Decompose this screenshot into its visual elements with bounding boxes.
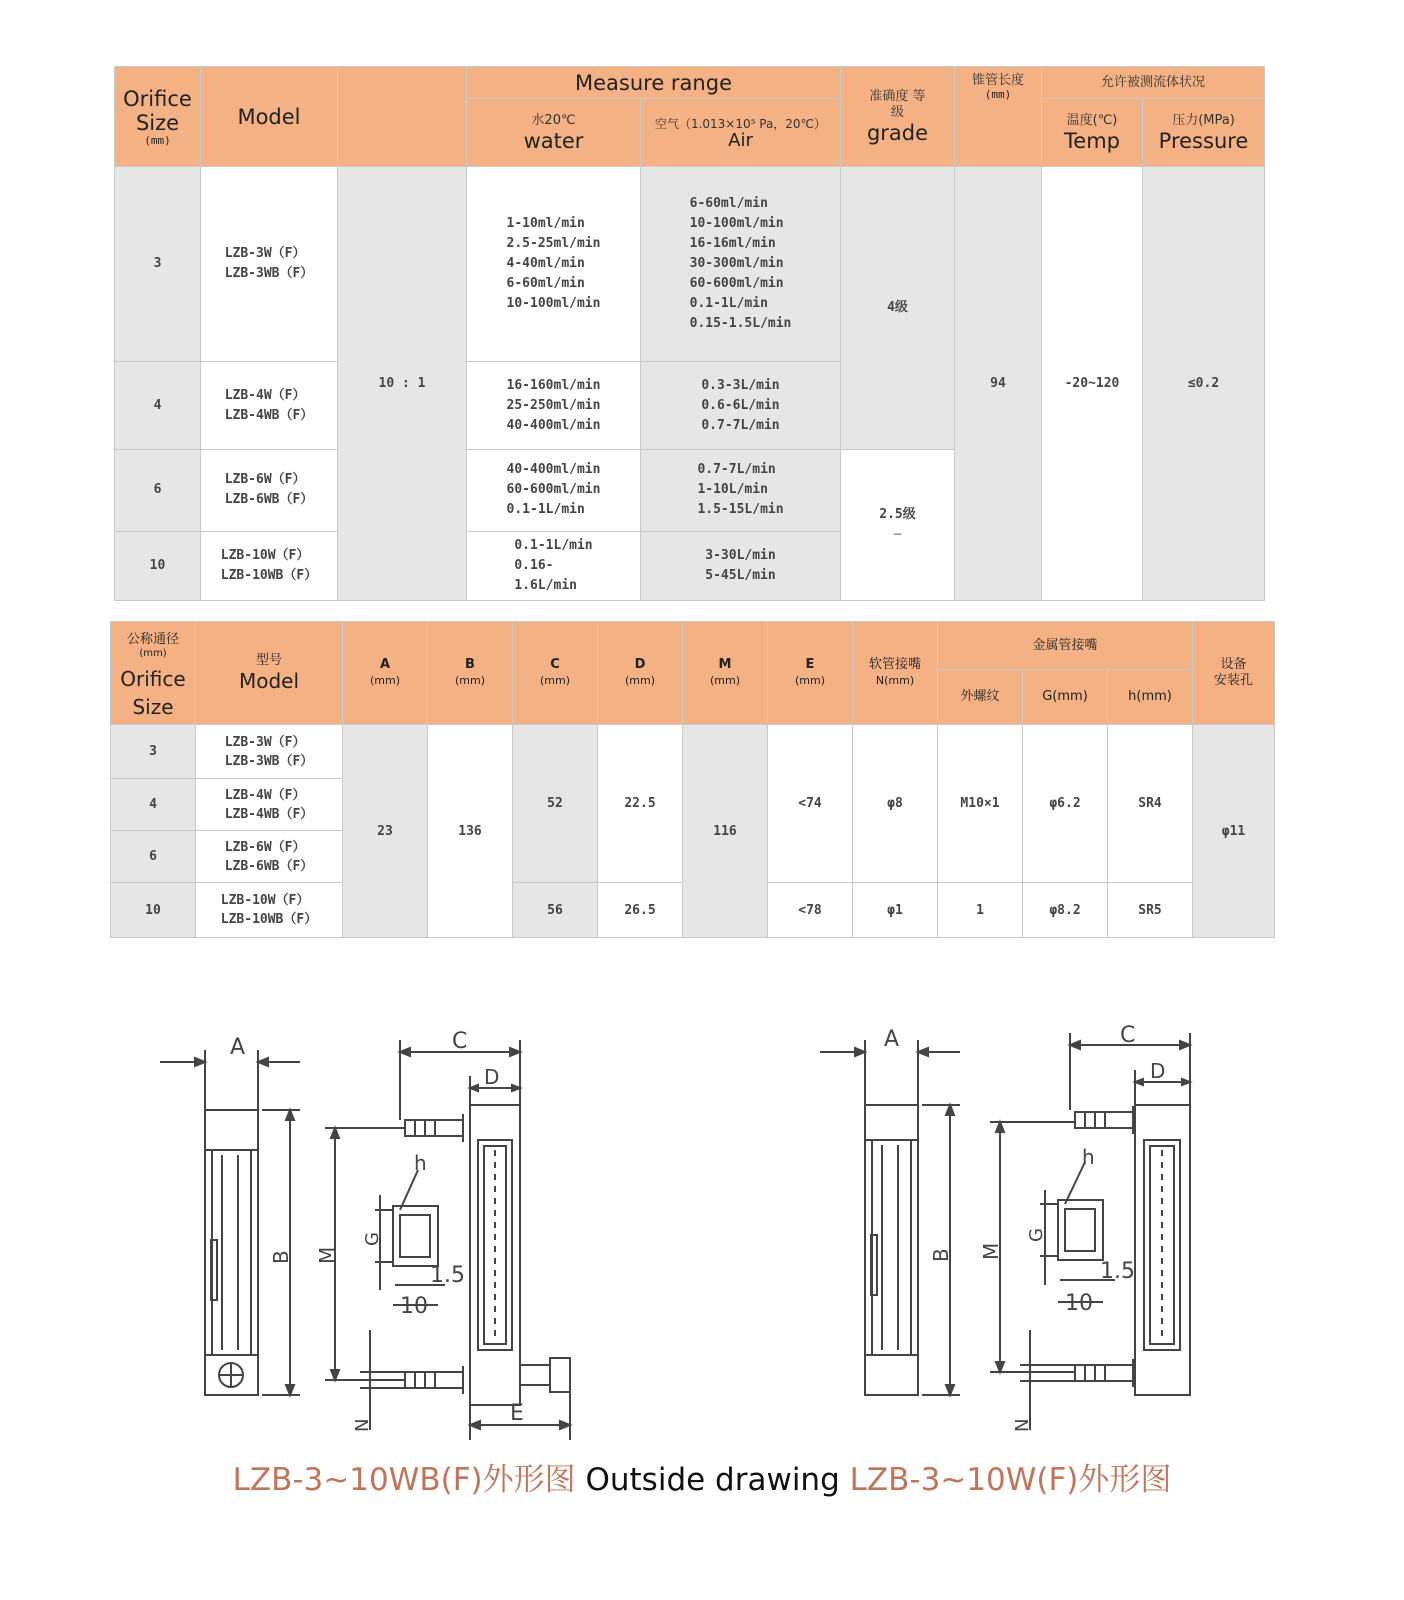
- water-range-cell: 1-10ml/min 2.5-25ml/min 4-40ml/min 6-60ml/min 10-100ml/min: [467, 167, 641, 362]
- header-orifice-size: Orifice Size (mm): [115, 67, 201, 167]
- orifice-size-cell: 6: [115, 449, 201, 531]
- header-mount-hole: 设备 安装孔: [1193, 622, 1275, 725]
- dim-label-n: N: [352, 1418, 373, 1432]
- header-model: Model: [201, 67, 338, 167]
- dim-c-cell: 52: [513, 725, 598, 883]
- air-range-cell: 3-30L/min 5-45L/min: [641, 531, 841, 600]
- side-view: [315, 1029, 570, 1440]
- dim-label-g: G: [362, 1232, 383, 1246]
- header-a: A (mm): [343, 622, 428, 725]
- dim-label-15: 1.5: [430, 1263, 465, 1288]
- dim-label-h: h: [1082, 1145, 1095, 1169]
- header-c: C (mm): [513, 622, 598, 725]
- air-range-cell: 0.3-3L/min 0.6-6L/min 0.7-7L/min: [641, 362, 841, 449]
- header-h: h(mm): [1108, 670, 1193, 725]
- header-d: D (mm): [598, 622, 683, 725]
- orifice-size-cell: 6: [111, 831, 196, 883]
- header-hose-nozzle: 软管接嘴 N(mm): [853, 622, 938, 725]
- drawing-wb: [160, 1029, 570, 1440]
- orifice-size-cell: 10: [115, 531, 201, 600]
- dim-m-cell: 116: [683, 725, 768, 938]
- dim-g-cell: φ6.2: [1023, 725, 1108, 883]
- dim-label-m: M: [315, 1246, 339, 1264]
- dimensions-table: [110, 621, 1275, 938]
- header-model: 型号 Model: [196, 622, 343, 725]
- header-metal-nozzle: 金属管接嘴: [938, 622, 1193, 670]
- model-cell: LZB-4W（F） LZB-4WB（F）: [196, 779, 343, 831]
- dim-e-cell: <78: [768, 883, 853, 938]
- model-cell: LZB-3W（F） LZB-3WB（F）: [196, 725, 343, 779]
- header-g: G(mm): [1023, 670, 1108, 725]
- dim-label-d: D: [484, 1065, 500, 1089]
- drawing-w: [820, 1023, 1190, 1432]
- header-temp: 温度(℃) Temp: [1042, 99, 1143, 167]
- dim-e-cell: <74: [768, 725, 853, 883]
- dim-label-15: 1.5: [1100, 1259, 1135, 1284]
- dim-label-c: C: [1120, 1023, 1136, 1048]
- outline-drawings: [0, 1010, 1404, 1440]
- dim-label-n: N: [1012, 1418, 1033, 1432]
- model-cell: LZB-10W（F） LZB-10WB（F）: [201, 531, 338, 600]
- header-pressure: 压力(MPa) Pressure: [1143, 99, 1265, 167]
- pressure-cell: ≤0.2: [1143, 167, 1265, 601]
- caption-w-model: LZB-3~10W(F)外形图: [849, 1462, 1172, 1498]
- model-cell: LZB-4W（F） LZB-4WB（F）: [201, 362, 338, 449]
- dim-label-c: C: [452, 1029, 468, 1054]
- side-view: [979, 1023, 1190, 1432]
- dim-h-cell: SR5: [1108, 883, 1193, 938]
- range-ratio-cell: 10 : 1: [338, 167, 467, 601]
- dim-label-10: 10: [400, 1294, 428, 1319]
- header-ratio: [338, 67, 467, 167]
- caption-wb-model: LZB-3~10WB(F)外形图: [232, 1462, 576, 1498]
- grade-cell: 2.5级 —: [841, 449, 955, 600]
- dim-label-h: h: [414, 1151, 427, 1175]
- air-range-cell: 6-60ml/min 10-100ml/min 16-16ml/min 30-300ml/min 60-600ml/min 0.1-1L/min 0.15-1.5L/min: [641, 167, 841, 362]
- front-view: [160, 1035, 300, 1395]
- model-cell: LZB-6W（F） LZB-6WB（F）: [196, 831, 343, 883]
- table-row: [115, 167, 1265, 362]
- dim-label-a: A: [884, 1027, 900, 1052]
- header-b: B (mm): [428, 622, 513, 725]
- dim-label-b: B: [929, 1248, 953, 1262]
- dim-a-cell: 23: [343, 725, 428, 938]
- header-grade: 准确度 等级 grade: [841, 67, 955, 167]
- dim-c-cell: 56: [513, 883, 598, 938]
- dim-label-b: B: [269, 1250, 293, 1264]
- header-water: 水20℃ water: [467, 99, 641, 167]
- model-cell: LZB-3W（F） LZB-3WB（F）: [201, 167, 338, 362]
- grade-cell: 4级: [841, 167, 955, 450]
- header-orifice-size: 公称通径 (mm) Orifice Size: [111, 622, 196, 725]
- water-range-cell: 40-400ml/min 60-600ml/min 0.1-1L/min: [467, 449, 641, 531]
- header-m: M (mm): [683, 622, 768, 725]
- header-thread: 外螺纹: [938, 670, 1023, 725]
- thread-cell: M10×1: [938, 725, 1023, 883]
- header-measure-range: Measure range: [467, 67, 841, 99]
- dim-label-10: 10: [1065, 1291, 1093, 1316]
- header-e: E (mm): [768, 622, 853, 725]
- dim-b-cell: 136: [428, 725, 513, 938]
- dim-h-cell: SR4: [1108, 725, 1193, 883]
- dim-label-a: A: [230, 1035, 246, 1060]
- dim-g-cell: φ8.2: [1023, 883, 1108, 938]
- model-cell: LZB-6W（F） LZB-6WB（F）: [201, 449, 338, 531]
- orifice-size-cell: 3: [115, 167, 201, 362]
- front-view: [820, 1027, 960, 1395]
- water-range-cell: 0.1-1L/min 0.16- 1.6L/min: [467, 531, 641, 600]
- drawing-caption: [0, 1455, 1404, 1505]
- temp-cell: -20~120: [1042, 167, 1143, 601]
- header-air: 空气（1.013×10⁵ Pa，20℃） Air: [641, 99, 841, 167]
- hose-n-cell: φ8: [853, 725, 938, 883]
- dim-d-cell: 22.5: [598, 725, 683, 883]
- model-cell: LZB-10W（F） LZB-10WB（F）: [196, 883, 343, 938]
- dim-label-d: D: [1150, 1059, 1166, 1083]
- hose-n-cell: φ1: [853, 883, 938, 938]
- table-row: [111, 725, 1275, 779]
- mount-hole-cell: φ11: [1193, 725, 1275, 938]
- dim-label-e: E: [510, 1401, 524, 1426]
- orifice-size-cell: 10: [111, 883, 196, 938]
- caption-outside-drawing: Outside drawing: [575, 1462, 850, 1498]
- header-tube-length: 锥管长度 (mm): [955, 67, 1042, 167]
- header-fluid-conditions: 允许被测流体状况: [1042, 67, 1265, 99]
- thread-cell: 1: [938, 883, 1023, 938]
- flow-range-table: [114, 66, 1265, 601]
- orifice-size-cell: 4: [115, 362, 201, 449]
- dim-label-g: G: [1026, 1228, 1047, 1242]
- orifice-size-cell: 4: [111, 779, 196, 831]
- dim-label-m: M: [979, 1242, 1003, 1260]
- orifice-size-cell: 3: [111, 725, 196, 779]
- dim-d-cell: 26.5: [598, 883, 683, 938]
- tube-length-cell: 94: [955, 167, 1042, 601]
- air-range-cell: 0.7-7L/min 1-10L/min 1.5-15L/min: [641, 449, 841, 531]
- water-range-cell: 16-160ml/min 25-250ml/min 40-400ml/min: [467, 362, 641, 449]
